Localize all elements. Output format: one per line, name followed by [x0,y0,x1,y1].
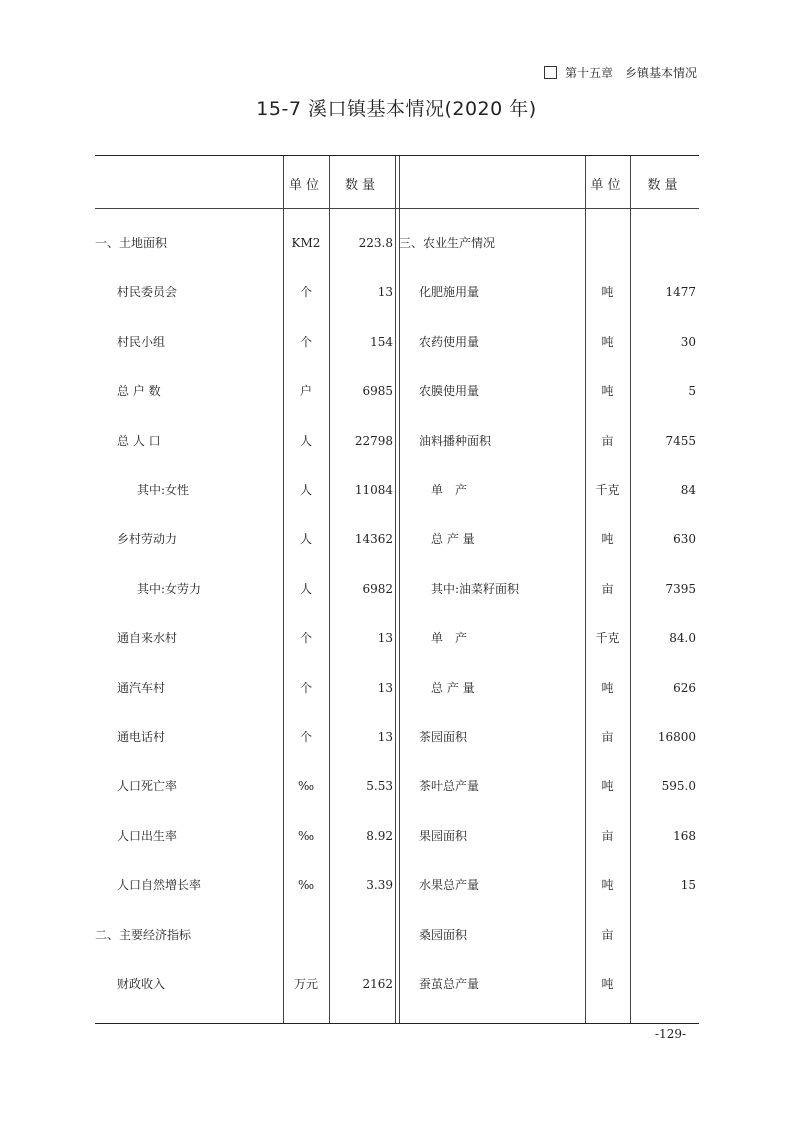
right-row-unit: 亩 [601,829,614,843]
left-row-name: 二、主要经济指标 [95,928,192,942]
left-row-value: 6985 [362,384,393,398]
right-row-unit: 吨 [601,532,614,546]
left-qty-header: 数量 [344,178,379,193]
table-header-rule [95,208,699,209]
left-row-unit: ‰ [297,829,315,843]
left-row-value: 8.92 [366,829,393,843]
left-row-value: 223.8 [358,236,393,250]
right-row-name: 水果总产量 [419,878,480,892]
right-row-unit: 千克 [595,631,620,645]
table-bottom-rule [95,1023,699,1024]
right-row-unit: 吨 [601,779,614,793]
left-row-name: 通汽车村 [117,681,166,695]
left-row-name: 其中:女劳力 [137,582,202,596]
right-row-name: 化肥施用量 [419,285,480,299]
chapter-title: 第十五章 乡镇基本情况 [564,66,697,80]
left-row-name: 人口出生率 [117,829,178,843]
right-row-name: 蚕茧总产量 [419,977,480,991]
left-row-unit: 人 [299,434,312,448]
right-row-unit: 吨 [601,681,614,695]
right-row-unit: 千克 [595,483,620,497]
right-row-name: 总 产 量 [431,532,475,546]
left-row-name: 一、土地面积 [95,236,168,250]
left-row-value: 6982 [362,582,393,596]
left-row-unit: 人 [299,483,312,497]
left-row-value: 13 [377,285,393,299]
right-qty-header: 数量 [647,178,682,193]
right-row-value: 15 [680,878,696,892]
left-row-value: 13 [377,730,393,744]
left-row-unit: ‰ [297,779,315,793]
left-row-value: 14362 [354,532,393,546]
left-row-unit: 万元 [293,977,318,991]
left-row-name: 总 人 口 [117,434,161,448]
right-row-value: 16800 [657,730,696,744]
left-row-name: 村民委员会 [117,285,178,299]
right-row-unit: 吨 [601,384,614,398]
right-row-value: 626 [673,681,696,695]
right-row-name: 油料播种面积 [419,434,492,448]
left-row-value: 13 [377,681,393,695]
center-double-divider [395,156,396,1023]
right-row-unit: 吨 [601,335,614,349]
right-row-value: 84 [680,483,696,497]
right-row-unit: 吨 [601,977,614,991]
right-row-name: 其中:油菜籽面积 [431,582,520,596]
left-row-name: 乡村劳动力 [117,532,178,546]
right-row-unit: 亩 [601,434,614,448]
right-row-name: 茶叶总产量 [419,779,480,793]
left-row-value: 22798 [354,434,393,448]
left-row-name: 通自来水村 [117,631,178,645]
left-row-unit: 人 [299,532,312,546]
left-row-value: 11084 [354,483,393,497]
right-row-unit: 吨 [601,878,614,892]
right-row-unit: 亩 [601,928,614,942]
left-row-unit: 个 [299,335,312,349]
page-number: -129- [655,1027,687,1041]
table-top-rule [95,155,699,156]
left-row-value: 13 [377,631,393,645]
left-row-unit: 人 [299,582,312,596]
left-row-value: 2162 [362,977,393,991]
right-row-name: 总 产 量 [431,681,475,695]
left-row-value: 154 [370,335,393,349]
page-title: 15-7 溪口镇基本情况(2020 年) [256,98,537,120]
right-row-name: 果园面积 [419,829,468,843]
right-unit-header: 单位 [590,178,625,193]
left-row-unit: 个 [299,285,312,299]
right-row-value: 7455 [665,434,696,448]
left-unit-header: 单位 [288,178,323,193]
left-row-name: 村民小组 [117,335,166,349]
right-row-name: 单 产 [431,631,468,645]
right-row-name: 桑园面积 [419,928,468,942]
right-row-value: 1477 [665,285,696,299]
right-row-value: 5 [688,384,696,398]
left-row-unit: 户 [299,384,312,398]
chapter-header [544,64,697,81]
left-row-unit: 个 [299,681,312,695]
right-row-value: 595.0 [661,779,696,793]
center-double-divider [399,156,400,1023]
right-row-value: 630 [673,532,696,546]
left-row-unit: ‰ [297,878,315,892]
left-row-value: 5.53 [366,779,393,793]
right-row-name: 农膜使用量 [419,384,480,398]
right-row-name: 三、农业生产情况 [399,236,496,250]
right-row-unit: 亩 [601,582,614,596]
right-row-value: 30 [680,335,696,349]
left-row-value: 3.39 [366,878,393,892]
right-row-unit: 吨 [601,285,614,299]
right-row-value: 168 [673,829,696,843]
left-row-name: 总 户 数 [117,384,161,398]
left-row-unit: KM2 [291,236,321,250]
right-row-name: 农药使用量 [419,335,480,349]
left-row-name: 人口死亡率 [117,779,178,793]
left-row-name: 其中:女性 [137,483,190,497]
right-row-name: 单 产 [431,483,468,497]
right-row-value: 84.0 [669,631,696,645]
right-row-name: 茶园面积 [419,730,468,744]
right-row-value: 7395 [665,582,696,596]
left-row-name: 人口自然增长率 [117,878,202,892]
left-row-unit: 个 [299,730,312,744]
right-row-unit: 亩 [601,730,614,744]
square-icon [544,66,557,79]
left-row-name: 财政收入 [117,977,166,991]
left-row-unit: 个 [299,631,312,645]
left-row-name: 通电话村 [117,730,166,744]
